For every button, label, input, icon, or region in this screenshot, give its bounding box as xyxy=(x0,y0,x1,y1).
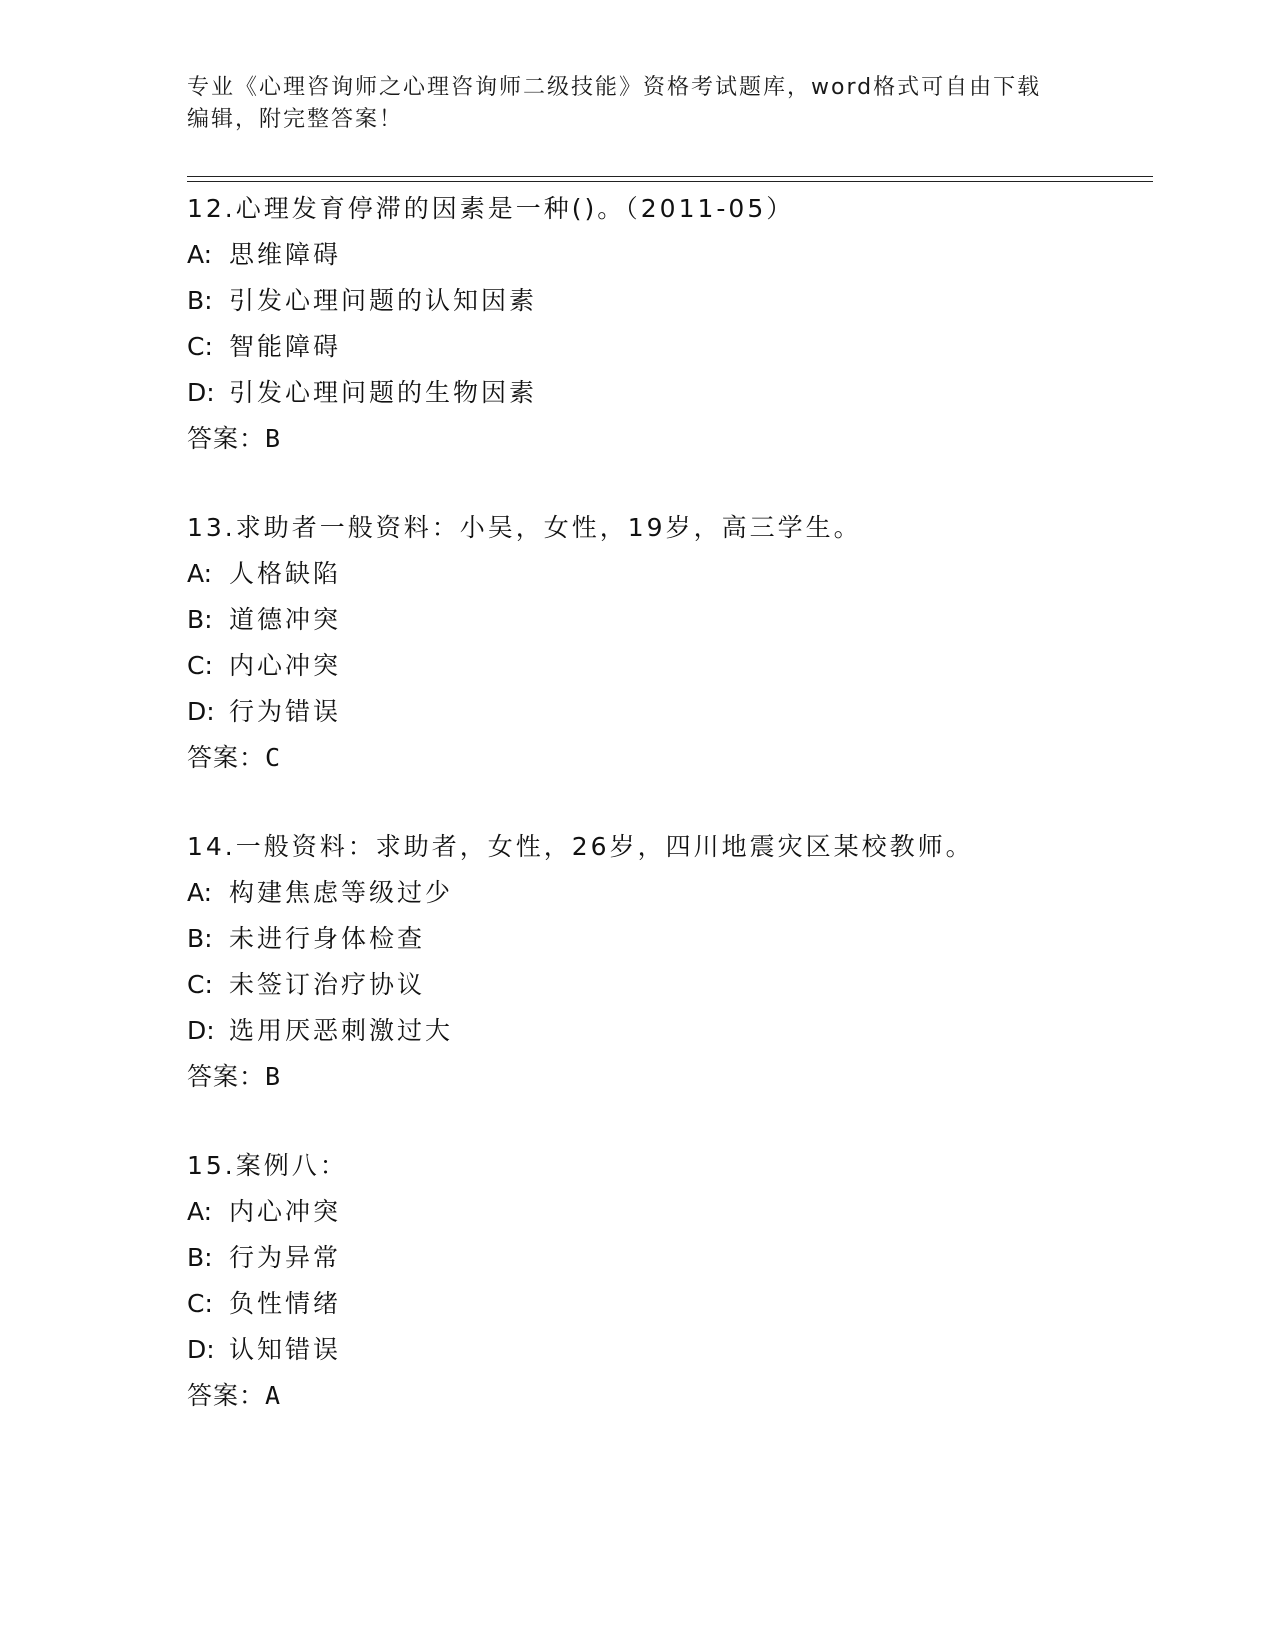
option-label: C: xyxy=(187,1289,213,1318)
document-header xyxy=(187,72,1087,136)
question-stem: 13.求助者一般资料：小吴，女性，19岁，高三学生。 xyxy=(187,513,862,542)
option-a xyxy=(187,870,1147,916)
option-label: B: xyxy=(187,1243,213,1272)
option-label: A: xyxy=(187,1197,213,1226)
option-text: 内心冲突 xyxy=(229,1197,342,1226)
option-label: C: xyxy=(187,970,213,999)
option-label: A: xyxy=(187,240,213,269)
option-label: D: xyxy=(187,1335,215,1364)
option-d xyxy=(187,1327,1147,1373)
option-label: D: xyxy=(187,378,215,407)
option-label: D: xyxy=(187,697,215,726)
header-rule-top xyxy=(187,176,1153,177)
option-text: 行为异常 xyxy=(229,1243,342,1272)
option-d xyxy=(187,689,1147,735)
option-c xyxy=(187,962,1147,1008)
answer-line: 答案：B xyxy=(187,1062,282,1091)
option-text: 引发心理问题的生物因素 xyxy=(229,378,538,407)
option-text: 道德冲突 xyxy=(229,605,342,634)
option-text: 引发心理问题的认知因素 xyxy=(229,286,538,315)
answer-line: 答案：C xyxy=(187,743,282,772)
question-block xyxy=(187,505,1147,781)
option-label: A: xyxy=(187,878,213,907)
answer-line: 答案：A xyxy=(187,1381,282,1410)
option-c xyxy=(187,324,1147,370)
question-stem: 15.案例八： xyxy=(187,1151,348,1180)
question-block xyxy=(187,1143,1147,1419)
option-c xyxy=(187,1281,1147,1327)
header-line-2: 编辑，附完整答案！ xyxy=(187,107,404,132)
option-label: D: xyxy=(187,1016,215,1045)
option-text: 未签订治疗协议 xyxy=(229,970,426,999)
option-label: C: xyxy=(187,332,213,361)
option-label: B: xyxy=(187,286,213,315)
option-d xyxy=(187,1008,1147,1054)
question-stem: 12.心理发育停滞的因素是一种()。（2011-05） xyxy=(187,194,795,223)
option-a xyxy=(187,232,1147,278)
option-label: B: xyxy=(187,924,213,953)
option-a xyxy=(187,1189,1147,1235)
option-text: 认知错误 xyxy=(229,1335,342,1364)
question-stem: 14.一般资料：求助者，女性，26岁，四川地震灾区某校教师。 xyxy=(187,832,974,861)
header-line-1: 专业《心理咨询师之心理咨询师二级技能》资格考试题库，word格式可自由下载 xyxy=(187,75,1042,100)
question-block xyxy=(187,186,1147,462)
option-text: 负性情绪 xyxy=(229,1289,342,1318)
option-b xyxy=(187,278,1147,324)
answer-line: 答案：B xyxy=(187,424,282,453)
option-label: A: xyxy=(187,559,213,588)
option-b xyxy=(187,597,1147,643)
option-b xyxy=(187,1235,1147,1281)
option-text: 行为错误 xyxy=(229,697,342,726)
option-label: C: xyxy=(187,651,213,680)
option-text: 智能障碍 xyxy=(229,332,342,361)
option-c xyxy=(187,643,1147,689)
question-block xyxy=(187,824,1147,1100)
header-rule-bottom xyxy=(187,181,1153,182)
option-text: 未进行身体检查 xyxy=(229,924,426,953)
option-label: B: xyxy=(187,605,213,634)
option-b xyxy=(187,916,1147,962)
option-a xyxy=(187,551,1147,597)
option-text: 思维障碍 xyxy=(229,240,342,269)
option-text: 人格缺陷 xyxy=(229,559,342,588)
option-text: 构建焦虑等级过少 xyxy=(229,878,454,907)
option-text: 内心冲突 xyxy=(229,651,342,680)
option-d xyxy=(187,370,1147,416)
option-text: 选用厌恶刺激过大 xyxy=(229,1016,454,1045)
